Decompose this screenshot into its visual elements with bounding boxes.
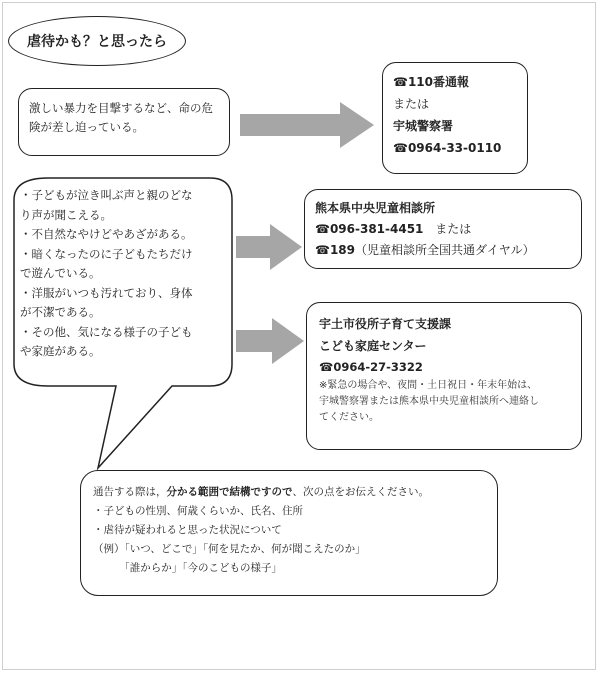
report-info-line: 「誰からか」「今のこどもの様子」 <box>93 562 282 574</box>
child-guidance-phone: ☎096-381-4451 <box>315 222 424 236</box>
case-signs-line: で遊んでいる。 <box>20 266 101 280</box>
police-or: または <box>393 97 430 111</box>
report-intro-emphasis: 分かる範囲で結構ですので <box>166 486 293 498</box>
city-office-note-line: 宇城警察署または熊本県中央児童相談所へ連絡し <box>319 396 539 407</box>
case-signs-line: り声が聞こえる。 <box>20 207 112 222</box>
report-intro-pre: 通告する際は， <box>93 486 167 498</box>
report-info-line: （例）「いつ、どこで」「何を見たか、何が聞こえたのか」 <box>93 543 366 555</box>
report-intro <box>93 483 485 502</box>
report-intro-post: 、次の点をお伝えください。 <box>292 486 429 498</box>
city-office-phone: ☎0964-27-3322 <box>319 360 423 374</box>
city-office-note-line: てください。 <box>319 412 379 423</box>
case-signs-line: ・子どもが泣き叫ぶ声と親のどな <box>20 188 193 202</box>
hotline-189: ☎189 <box>315 243 355 257</box>
family-center-name: こども家庭センター <box>319 339 427 353</box>
police-call-110: ☎110番通報 <box>393 75 469 89</box>
case-signs-line: ・洋服がいつも汚れており、身体 <box>20 285 193 300</box>
arrow-to-child-guidance <box>236 222 304 272</box>
case-signs-text <box>20 186 230 362</box>
case-signs-line: や家庭がある。 <box>20 344 101 358</box>
police-station-name: 宇城警察署 <box>393 119 454 133</box>
report-info-line: ・子どもの性別、何歳くらいか、氏名、住所 <box>93 505 303 517</box>
report-info-box <box>80 470 498 596</box>
city-office-name: 宇土市役所子育て支援課 <box>319 317 452 331</box>
arrow-to-city-office <box>236 316 306 366</box>
case-violence-line: 険が差し迫っている。 <box>29 120 144 134</box>
hotline-note: （児童相談所全国共通ダイヤル） <box>355 243 535 257</box>
case-signs-line: ・不自然なやけどやあざがある。 <box>20 227 193 241</box>
report-info-line: ・虐待が疑われると思った状況について <box>93 524 282 536</box>
child-guidance-or: または <box>435 222 472 236</box>
child-guidance-box <box>304 189 582 269</box>
case-signs-line: ・暗くなったのに子どもたちだけ <box>20 246 193 261</box>
city-office-note-line: ※緊急の場合や、夜間・土日祝日・年末年始は、 <box>319 380 538 391</box>
child-guidance-name: 熊本県中央児童相談所 <box>315 201 436 215</box>
case-violence-line: 激しい暴力を目撃するなど、命の危 <box>29 101 213 115</box>
city-office-box <box>306 302 582 450</box>
page-title: 虐待かも？と思ったら <box>8 16 186 66</box>
case-signs-line: ・その他、気になる様子の子ども <box>20 324 193 339</box>
case-signs-line: が不潔である。 <box>20 305 101 319</box>
police-phone: ☎0964-33-0110 <box>393 141 502 155</box>
